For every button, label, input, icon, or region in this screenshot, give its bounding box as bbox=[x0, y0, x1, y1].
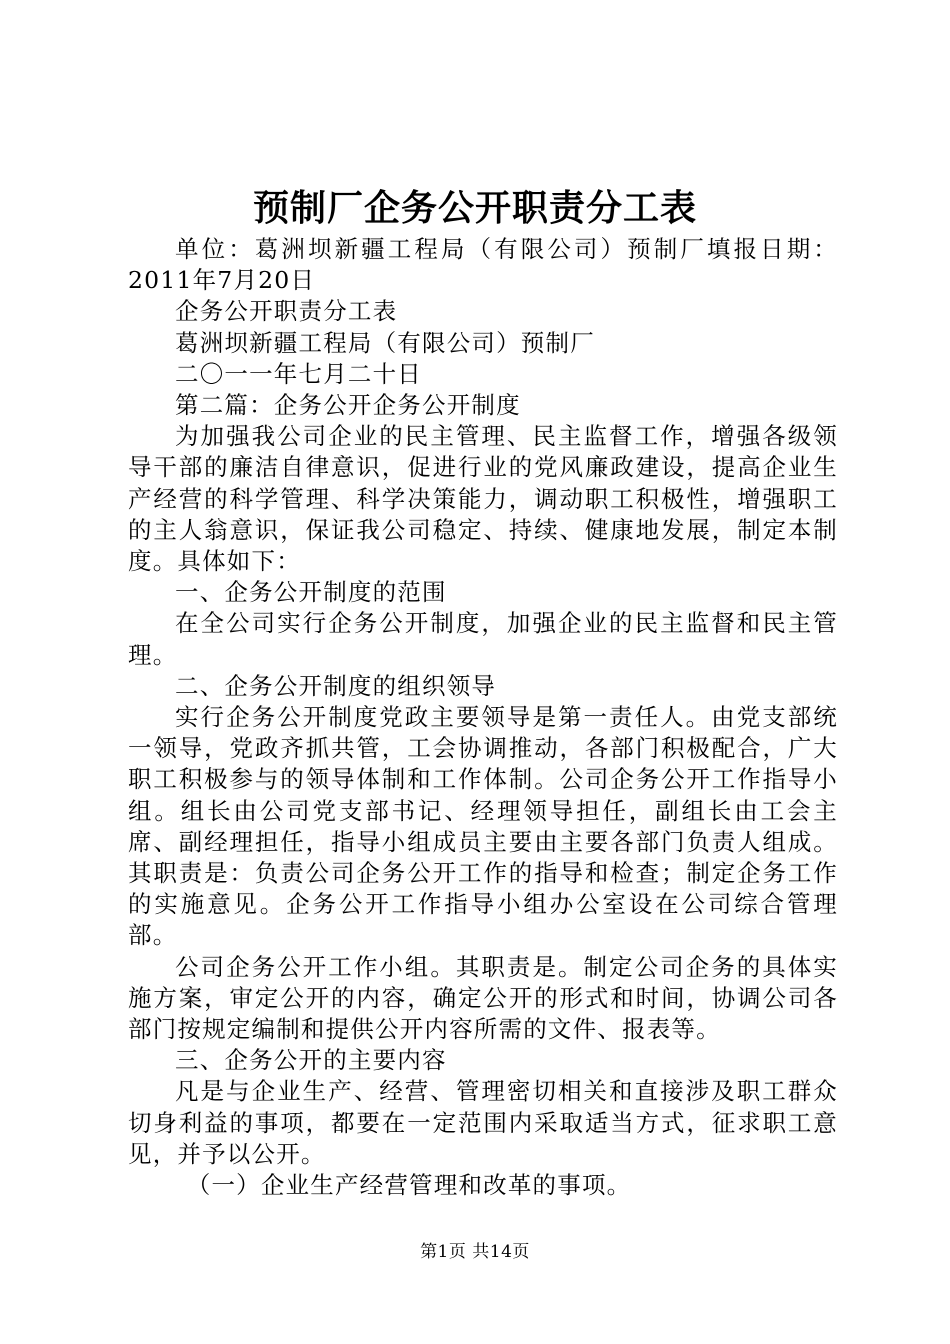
document-body bbox=[128, 234, 838, 1201]
subsection-heading-management: （一）企业生产经营管理和改革的事项。 bbox=[186, 1171, 632, 1200]
section-heading-content: 三、企务公开的主要内容 bbox=[175, 1046, 447, 1075]
paragraph-unit-info: 单位：葛洲坝新疆工程局（有限公司）预制厂填报日期：2011年7月20日 bbox=[128, 235, 838, 295]
paragraph-working-group: 公司企务公开工作小组。其职责是。制定公司企务的具体实施方案，审定公开的内容，确定公开的形式和时间，协调公司各部门按规定编制和提供公开内容所需的文件、报表等。 bbox=[128, 952, 838, 1044]
paragraph-purpose: 为加强我公司企业的民主管理、民主监督工作，增强各级领导干部的廉洁自律意识，促进行业的党风廉政建设，提高企业生产经营的科学管理、科学决策能力，调动职工积极性，增强职工的主人翁意识，保证我公司稳定、持续、健康地发展，制定本制度。具体如下： bbox=[128, 422, 838, 576]
paragraph-leadership: 实行企务公开制度党政主要领导是第一责任人。由党支部统一领导，党政齐抓共管，工会协调推动，各部门积极配合，广大职工积极参与的领导体制和工作体制。公司企务公开工作指导小组。组长由公司党支部书记、经理领导担任，副组长由工会主席、副经理担任，指导小组成员主要由主要各部门负责人组成。其职责是：负责公司企务公开工作的指导和检查；制定企务工作的实施意见。企务公开工作指导小组办公室设在公司综合管理部。 bbox=[128, 703, 838, 950]
paragraph-chapter-heading: 第二篇：企务公开企务公开制度 bbox=[175, 391, 521, 420]
paragraph-content: 凡是与企业生产、经营、管理密切相关和直接涉及职工群众切身利益的事项，都要在一定范围内采取适当方式，征求职工意见，并予以公开。 bbox=[128, 1077, 838, 1168]
section-heading-leadership: 二、企务公开制度的组织领导 bbox=[175, 671, 497, 700]
paragraph-scope: 在全公司实行企务公开制度，加强企业的民主监督和民主管理。 bbox=[128, 609, 838, 669]
document-title: 预制厂企务公开职责分工表 bbox=[252, 187, 697, 229]
paragraph-date: 二〇一一年七月二十日 bbox=[175, 359, 422, 388]
page-number: 第1页 共14页 bbox=[420, 1242, 530, 1262]
section-heading-scope: 一、企务公开制度的范围 bbox=[175, 578, 447, 607]
paragraph-organization: 葛洲坝新疆工程局（有限公司）预制厂 bbox=[175, 328, 595, 357]
paragraph-form-title: 企务公开职责分工表 bbox=[175, 297, 398, 326]
